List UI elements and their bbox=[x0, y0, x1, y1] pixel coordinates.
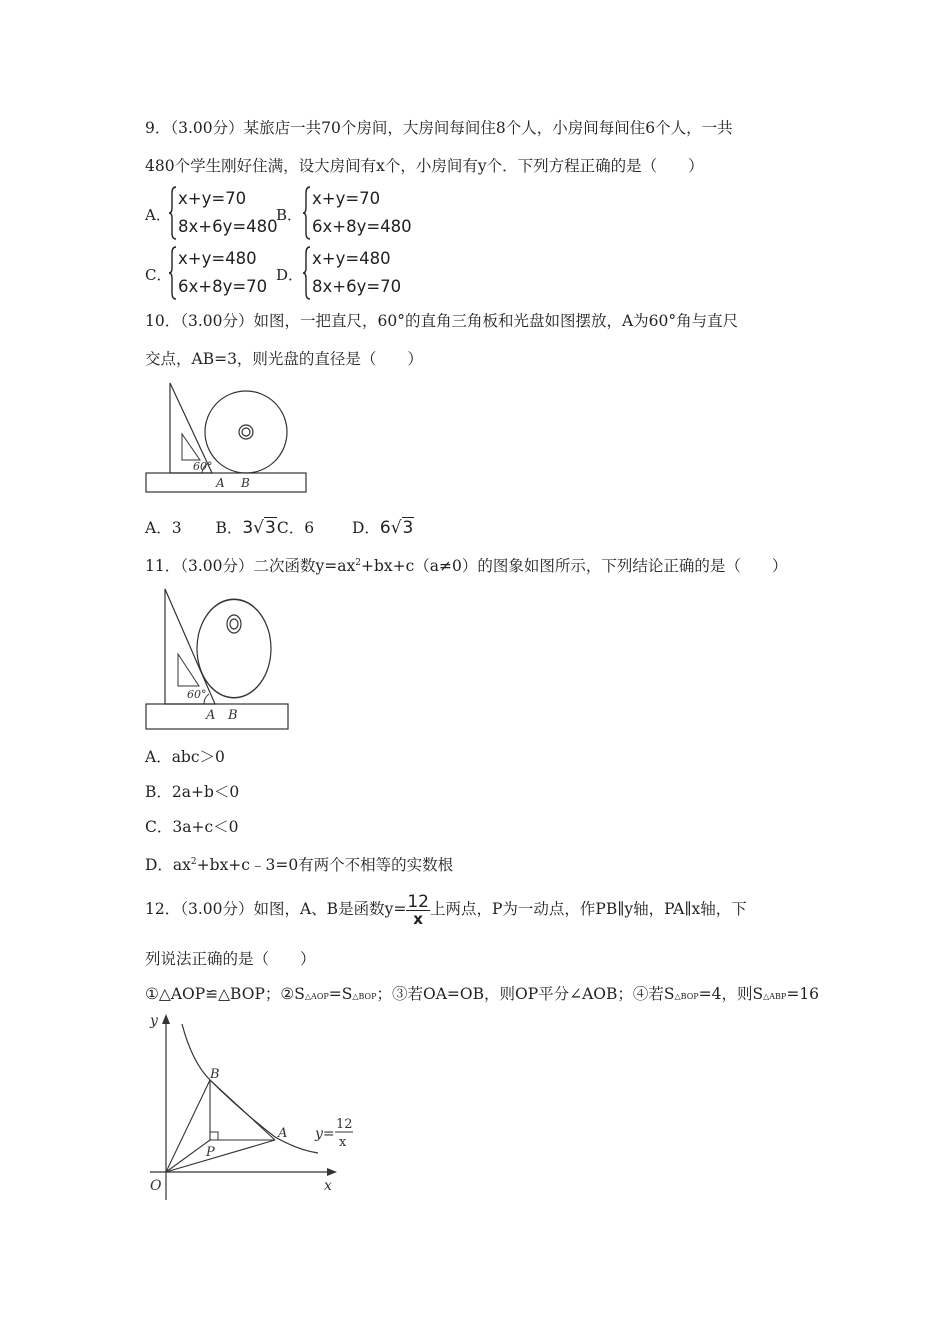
q10-option-a: A．3 bbox=[145, 519, 182, 537]
point-b-label: B bbox=[241, 476, 250, 490]
q10-stem-line1: 10．（3.00分）如图，一把直尺，60°的直角三角板和光盘如图摆放，A为60°角与直尺 bbox=[145, 312, 739, 330]
q11-option-c: C．3a+c＜0 bbox=[145, 818, 239, 836]
q11-figure bbox=[144, 586, 292, 732]
angle-label: 60° bbox=[187, 688, 207, 701]
segment-ob bbox=[166, 1080, 210, 1172]
q10-stem-line2: 交点，AB=3，则光盘的直径是（ ） bbox=[145, 350, 423, 368]
segment-op bbox=[166, 1140, 210, 1172]
q9-option-b-eq1: x+y=70 bbox=[312, 189, 381, 208]
q12-statements: ①△AOP≌△BOP；②S△AOP=S△BOP；③若OA=OB，则OP平分∠AOB；④若S△BOP=4，则S△ABP=16 bbox=[145, 985, 820, 1003]
point-a-label: A bbox=[216, 476, 225, 490]
q11-option-d: D．$ax^2+bx+c﹣3=0$有两个不相等的实数根 bbox=[145, 856, 454, 874]
point-b-label: B bbox=[210, 1067, 220, 1082]
point-a-label: A bbox=[206, 708, 216, 723]
point-a-label: A bbox=[278, 1126, 288, 1141]
q11-option-a: A．abc＞0 bbox=[145, 748, 225, 766]
y-axis-label: y bbox=[150, 1013, 158, 1029]
q9-option-a-eq1: x+y=70 bbox=[178, 189, 247, 208]
point-p-label: P bbox=[206, 1145, 215, 1160]
brace-icon bbox=[168, 246, 178, 300]
q11-stem: 11．（3.00分）二次函数$y=ax^2+bx+c(a\ne 0)$的图象如图所示，下列结论正确的是（ ） bbox=[145, 557, 788, 575]
brace-icon bbox=[168, 186, 178, 240]
curve-den: x bbox=[339, 1135, 347, 1150]
q11-option-b: B．2a+b＜0 bbox=[145, 783, 240, 801]
q10-option-b-value: 3√3 bbox=[242, 518, 276, 538]
disc-hole-outer bbox=[239, 425, 253, 439]
right-angle-mark bbox=[210, 1132, 218, 1140]
q10-option-d-value: 6√3 bbox=[379, 518, 414, 538]
q9-option-a-eq2: 8x+6y=480 bbox=[178, 217, 278, 236]
q12-stem-line1: 12．（3.00分）如图，A、B是函数y= $\frac{12}{x}$ 上两点，P为一动点，作PB∥y轴，PA∥x轴，下 bbox=[145, 891, 747, 928]
q9-option-c-eq2: 6x+8y=70 bbox=[178, 277, 268, 296]
q9-option-b-label: B． bbox=[276, 206, 303, 224]
q10-options bbox=[145, 518, 414, 538]
segment-ab bbox=[210, 1080, 275, 1140]
segment-oa bbox=[166, 1140, 275, 1172]
point-b-label: B bbox=[228, 708, 238, 723]
brace-icon bbox=[302, 186, 312, 240]
x-axis-label: x bbox=[324, 1178, 332, 1194]
q9-option-d-eq2: 8x+6y=70 bbox=[312, 277, 402, 296]
disc-hole-inner bbox=[230, 619, 238, 629]
origin-label: O bbox=[150, 1178, 162, 1194]
q10-option-c: C．6 bbox=[276, 519, 315, 537]
q9-option-b-eq2: 6x+8y=480 bbox=[312, 217, 412, 236]
q9-option-c-label: C． bbox=[145, 266, 172, 284]
triangle-ruler-inner bbox=[182, 434, 200, 460]
q10-figure bbox=[144, 380, 309, 496]
angle-label: 60° bbox=[193, 460, 213, 473]
disc-hole-inner bbox=[242, 428, 250, 436]
hyperbola bbox=[182, 1024, 318, 1153]
q10-option-b-label: B． bbox=[215, 519, 243, 537]
ruler bbox=[146, 473, 306, 492]
q9-option-c-eq1: x+y=480 bbox=[178, 249, 257, 268]
q10-option-d-label: D． bbox=[351, 519, 380, 537]
q9-stem-line2: 480个学生刚好住满，设大房间有x个，小房间有y个．下列方程正确的是（ ） bbox=[145, 157, 704, 175]
curve-num: 12 bbox=[336, 1117, 353, 1132]
q9-option-d-eq1: x+y=480 bbox=[312, 249, 391, 268]
curve-label: y= bbox=[315, 1126, 335, 1142]
disc bbox=[205, 391, 287, 473]
q12-stem-line2: 列说法正确的是（ ） bbox=[145, 950, 316, 968]
q9-stem-line1: 9．（3.00分）某旅店一共70个房间，大房间每间住8个人，小房间每间住6个人，一共 bbox=[145, 119, 733, 137]
q9-option-d-label: D． bbox=[276, 266, 304, 284]
q12-fraction: $\frac{12}{x}$ bbox=[407, 891, 429, 928]
disc bbox=[197, 599, 271, 697]
q12-figure bbox=[140, 1010, 370, 1205]
brace-icon bbox=[302, 246, 312, 300]
q9-option-a-label: A． bbox=[145, 206, 171, 224]
triangle-ruler bbox=[165, 589, 215, 704]
y-axis-arrow bbox=[162, 1014, 170, 1024]
x-axis-arrow bbox=[327, 1168, 337, 1176]
ruler bbox=[146, 704, 288, 729]
disc-hole-outer bbox=[227, 615, 241, 633]
